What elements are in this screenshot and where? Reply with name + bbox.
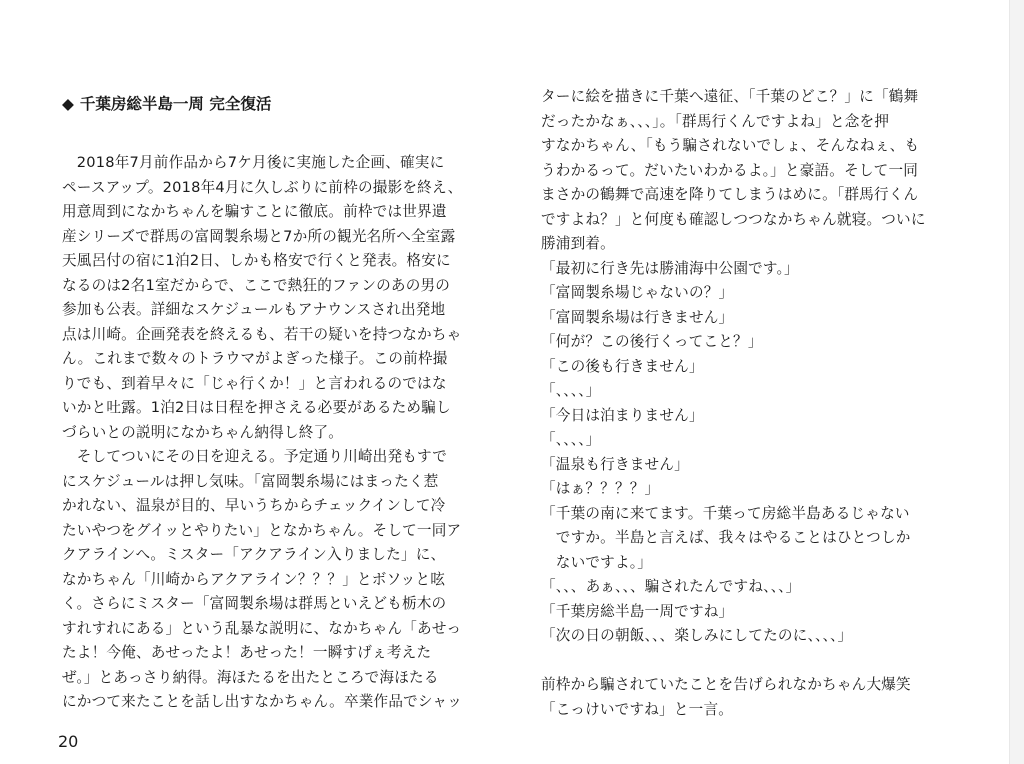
text-line: りでも、到着早々に「じゃ行くか！」と言われるのではな xyxy=(62,374,447,392)
text-line: 「何が？この後行くってこと？」 xyxy=(541,333,763,350)
text-line: だったかなぁ、、、」。「群馬行くんですよね」と念を押 xyxy=(541,112,890,130)
section-heading xyxy=(62,92,271,116)
text-line: 「千葉の南に来てます。千葉って房総半島あるじゃない xyxy=(541,504,910,522)
text-line: たよ！今俺、あせったよ！あせった！一瞬すげぇ考えた xyxy=(62,644,432,661)
text-line: 「温泉も行きません」 xyxy=(541,455,689,473)
text-line: 「、、、、」 xyxy=(541,382,601,399)
text-line: 勝浦到着。 xyxy=(541,235,615,252)
text-line: 「こっけいですね」と一言。 xyxy=(541,700,734,718)
text-line: ぜ。」とあっさり納得。海ほたるを出たところで海ほたる xyxy=(62,668,439,686)
text-line xyxy=(541,649,981,674)
text-line: 「、、、あぁ、、、騙されたんですね、、、」 xyxy=(541,578,801,595)
text-line: なかちゃん「川崎からアクアライン？？？」とボソッと呟 xyxy=(62,570,446,588)
text-line: 前枠から騙されていたことを告げられなかちゃん大爆笑 xyxy=(541,676,911,693)
text-line: なるのは2名1室だからで、ここで熱狂的ファンのあの男の xyxy=(62,276,451,294)
text-line: 「はぁ？？？？」 xyxy=(541,480,660,497)
text-line: 参加も公表。詳細なスケジュールもアナウンスされ出発地 xyxy=(62,301,446,318)
text-line: にかつて来たことを話し出すなかちゃん。卒業作品でシャッ xyxy=(62,693,463,710)
text-line: 「富岡製糸場は行きません」 xyxy=(541,308,734,326)
text-line: 「今日は泊まりません」 xyxy=(541,406,704,424)
text-line: ですよね？」と何度も確認しつつなかちゃん就寝。ついに xyxy=(541,210,926,228)
diamond-bullet-icon: ◆ xyxy=(62,95,74,113)
text-line: うわかるって。だいたいわかるよ。」と豪語。そして一同 xyxy=(541,161,919,179)
section-title: 千葉房総半島一周 完全復活 xyxy=(79,95,272,113)
text-line: たいやつをグイッとやりたい」となかちゃん。そして一同ア xyxy=(62,521,462,539)
text-line: 産シリーズで群馬の富岡製糸場と7か所の観光名所へ全室露 xyxy=(62,227,456,245)
text-line: 点は川崎。企画発表を終えるも、若干の疑いを持つなかちゃ xyxy=(62,325,462,343)
left-text-column xyxy=(62,151,500,715)
text-line: 用意周到になかちゃんを騙すことに徹底。前枠では世界遺 xyxy=(62,203,447,220)
text-line: 「次の日の朝飯、、、楽しみにしてたのに、、、、」 xyxy=(541,627,853,644)
text-line: ターに絵を描きに千葉へ遠征、「千葉のどこ？」に「鶴舞 xyxy=(541,88,919,105)
text-line: 2018年7月前作品から7ケ月後に実施した企画、確実に xyxy=(62,154,445,171)
text-line: そしてついにその日を迎える。予定通り川崎出発もすで xyxy=(62,448,448,465)
text-line: にスケジュールは押し気味。「富岡製糸場にはまったく惹 xyxy=(62,472,439,490)
text-line: ないですよ。」 xyxy=(541,553,653,571)
text-line: 「この後も行きません」 xyxy=(541,357,704,375)
text-line: づらいとの説明になかちゃん納得し終了。 xyxy=(62,423,344,441)
text-line: 「千葉房総半島一周ですね」 xyxy=(541,602,734,620)
text-line: すなかちゃん、「もう騙されないでしょ、そんなねぇ、も xyxy=(541,137,920,154)
text-line: すれすれにある」という乱暴な説明に、なかちゃん「あせっ xyxy=(62,619,462,637)
text-line: クアラインへ。ミスター「アクアライン入りました」に、 xyxy=(62,546,446,563)
text-line: 「富岡製糸場じゃないの？」 xyxy=(541,284,734,301)
text-line: いかと吐露。1泊2日は日程を押さえる必要があるため騙し xyxy=(62,399,451,416)
text-line: 「、、、、」 xyxy=(541,431,601,448)
text-line: かれない、温泉が目的、早いうちからチェックインして冷 xyxy=(62,497,446,514)
text-line: 「最初に行き先は勝浦海中公園です。」 xyxy=(541,259,799,277)
page-edge xyxy=(1009,0,1024,764)
text-line: ですか。半島と言えば、我々はやることはひとつしか xyxy=(541,529,911,546)
text-line: 天風呂付の宿に1泊2日、しかも格安で行くと発表。格安に xyxy=(62,252,451,269)
text-line: ペースアップ。2018年4月に久しぶりに前枠の撮影を終え、 xyxy=(62,178,463,196)
page-number: 20 xyxy=(58,732,79,751)
text-line: く。さらにミスター「富岡製糸場は群馬といえども栃木の xyxy=(62,595,447,612)
right-text-column xyxy=(541,85,981,722)
text-line: ん。これまで数々のトラウマがよぎった様子。この前枠撮 xyxy=(62,350,448,367)
text-line: まさかの鶴舞で高速を降りてしまうはめに。「群馬行くん xyxy=(541,186,919,203)
